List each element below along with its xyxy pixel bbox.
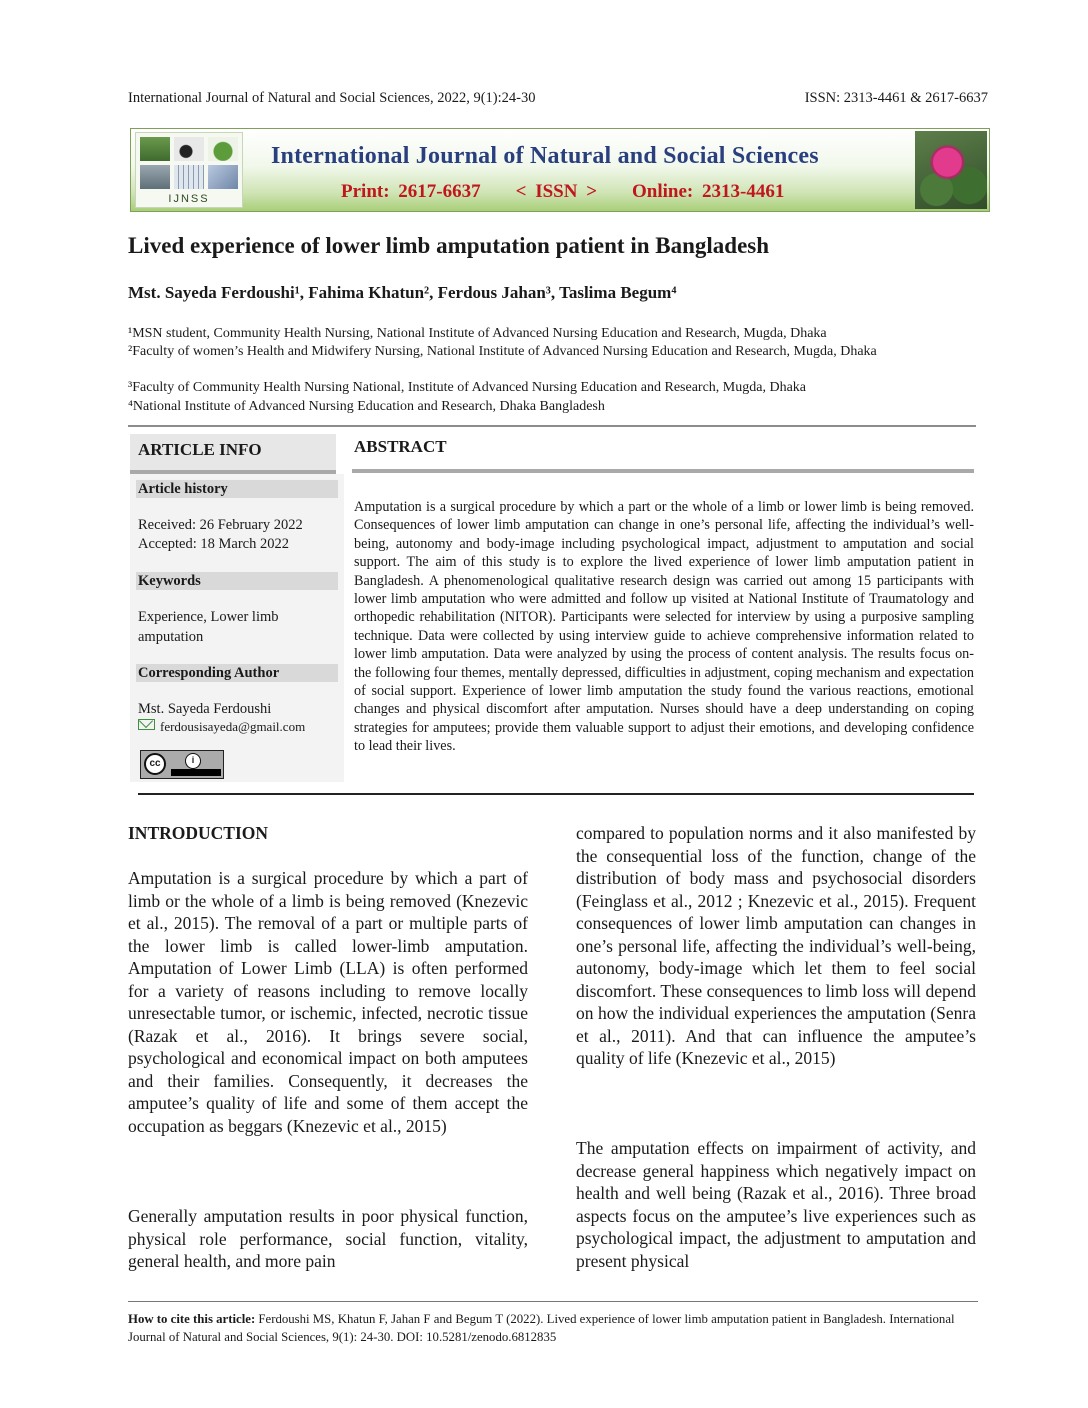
accepted-date: Accepted: 18 March 2022 bbox=[138, 536, 289, 552]
email-icon bbox=[138, 719, 155, 730]
citation-text: Ferdoushi MS, Khatun F, Jahan F and Begum T (2022). Lived experience of lower limb amputation patient in Bangladesh. International Journal of Natural and Social Sciences, 9(1): 24-30. DOI: 10.5281/zenodo.6812835 bbox=[128, 1312, 955, 1344]
logo-fish-image bbox=[140, 165, 170, 189]
article-history-label: Article history bbox=[136, 480, 338, 498]
journal-banner bbox=[130, 128, 990, 212]
logo-text: IJNSS bbox=[168, 193, 210, 205]
article-title: Lived experience of lower limb amputation patient in Bangladesh bbox=[128, 233, 770, 258]
flower-image bbox=[915, 131, 987, 209]
divider-middle bbox=[138, 793, 974, 795]
corresponding-author-label: Corresponding Author bbox=[136, 664, 338, 682]
logo-animal-image bbox=[174, 137, 204, 161]
received-date: Received: 26 February 2022 bbox=[138, 517, 303, 533]
article-authors: Mst. Sayeda Ferdoushi¹, Fahima Khatun², Ferdous Jahan³, Taslima Begum⁴ bbox=[128, 283, 677, 302]
running-header-journal: International Journal of Natural and Social Sciences, 2022, 9(1):24-30 bbox=[128, 90, 536, 106]
logo-plant-image bbox=[140, 137, 170, 161]
abstract-rule bbox=[352, 469, 974, 473]
article-info-heading: ARTICLE INFO bbox=[130, 434, 336, 472]
affiliation-2: ²Faculty of women’s Health and Midwifery Nursing, National Institute of Advanced Nursing Education and Research, Mugda, Dhaka bbox=[128, 344, 877, 359]
citation-footer bbox=[128, 1310, 984, 1346]
introduction-heading: INTRODUCTION bbox=[128, 823, 269, 843]
abstract-text: Amputation is a surgical procedure by which a part or the whole of a limb or lower limb is being removed. Consequences of lower limb amputation can change in one’s personal life, affecting the individual’s well-being, autonomy and body-image including psychological impact, adjustment to amputation and social support. The aim of this study is to explore the lived experience of lower limb amputation patient in Bangladesh. A phenomenological qualitative research design was carried out among 15 participants with lower limb amputation who were admitted and follow up visited at National Institute of Traumatology and orthopedic rehabilitation (NITOR). Participants were selected for interview by using a purposive sampling technique. Data were collected by using interview guide to achieve comprehensive information related to lower limb amputation. Data were analyzed by using the process of content analysis. The results focus on- the following four themes, mentally depressed, difficulties in adjustment, coping mechanism and expectation of social support. Experience of lower limb amputation the study found the various reactions, emotional changes and physical discomfort after amputation. Nurses should have a deep understanding on coping strategies for amputees; provide them valuable support to adjust their emotions, and developing confidence to lead their lives. bbox=[354, 499, 974, 755]
intro-paragraph-1: Amputation is a surgical procedure by which a part of limb or the whole of a limb is being removed (Knezevic et al., 2015). The removal of a part or multiple parts of the lower limb is called lower-limb amputation. Amputation of Lower Limb (LLA) is often performed for a variety of reasons including to remove locally unresectable tumor, or ischemic, infected, necrotic tissue (Razak et al., 2016). It brings severe social, psychological and economical impact on both amputees and their families. Consequently, it decreases the amputee’s quality of life and some of them accept the occupation as beggars (Knezevic et al., 2015) bbox=[128, 868, 528, 1136]
affiliation-1: ¹MSN student, Community Health Nursing, National Institute of Advanced Nursing Education and Research, Mugda, Dhaka bbox=[128, 326, 827, 341]
abstract-heading: ABSTRACT bbox=[354, 437, 447, 456]
corresponding-author-name: Mst. Sayeda Ferdoushi bbox=[138, 701, 272, 717]
keywords-text: Experience, Lower limb amputation bbox=[138, 609, 279, 645]
affiliation-4: ⁴National Institute of Advanced Nursing Education and Research, Dhaka Bangladesh bbox=[128, 399, 605, 414]
citation-label: How to cite this article: bbox=[128, 1312, 256, 1326]
intro-paragraph-2: Generally amputation results in poor physical function, physical role performance, social function, vitality, general health, and more pain bbox=[128, 1206, 528, 1271]
journal-banner-title: International Journal of Natural and Social Sciences bbox=[271, 143, 819, 169]
intro-paragraph-4: The amputation effects on impairment of activity, and decrease general happiness which negatively impact on health and well being (Razak et al., 2016). Three broad aspects focus on the amputee’s live experiences such as psychological impact, the adjustment to amputation and present physical bbox=[576, 1138, 976, 1271]
logo-chart-image bbox=[174, 165, 204, 189]
intro-paragraph-3: compared to population norms and it also manifested by the consequential loss of the function, change of the distribution of body mass and psychosocial disorders (Feinglass et al., 2012 ; Knezevic et al., 2015). Frequent consequences of lower limb amputation can changes in one’s personal life, affecting the individual’s well-being, autonomy, body-image which let them to feel social discomfort. These consequences to limb loss will depend on how the individual experiences the amputation (Senra et al., 2011). And that can influence the amputee’s quality of life (Knezevic et al., 2015) bbox=[576, 823, 976, 1068]
divider-top bbox=[128, 425, 976, 427]
corresponding-author-email[interactable]: ferdousisayeda@gmail.com bbox=[160, 719, 306, 734]
license-strip bbox=[171, 769, 221, 776]
journal-banner-issn: Print: 2617-6637 < ISSN > Online: 2313-4461 bbox=[341, 181, 785, 202]
affiliation-3: ³Faculty of Community Health Nursing National, Institute of Advanced Nursing Education and Research, Mugda, Dhaka bbox=[128, 380, 806, 395]
journal-logo bbox=[135, 132, 243, 208]
footer-rule bbox=[128, 1301, 978, 1302]
logo-people-image bbox=[208, 165, 238, 189]
cc-icon: cc bbox=[144, 753, 166, 775]
logo-leaf-image bbox=[208, 137, 238, 161]
cc-by-license-icon[interactable] bbox=[140, 750, 224, 779]
by-icon: i bbox=[185, 753, 201, 769]
running-header-issn: ISSN: 2313-4461 & 2617-6637 bbox=[804, 90, 988, 106]
article-info-rule bbox=[130, 470, 336, 474]
keywords-label: Keywords bbox=[136, 572, 338, 590]
